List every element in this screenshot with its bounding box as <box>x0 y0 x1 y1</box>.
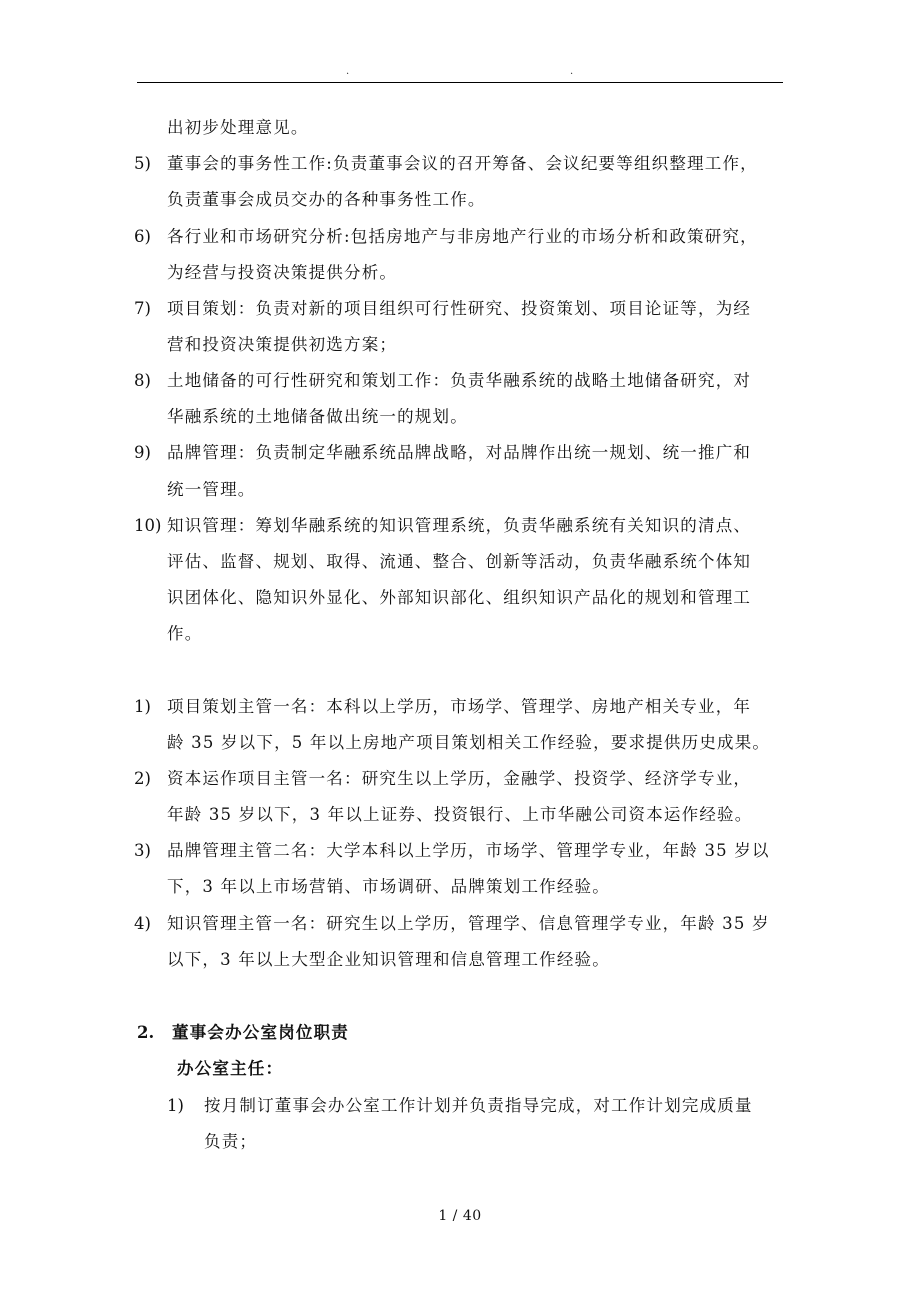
item-line: 统一管理。 <box>167 480 256 499</box>
item-number: 8) <box>134 371 151 390</box>
item-line: 各行业和市场研究分析:包括房地产与非房地产行业的市场分析和政策研究， <box>167 227 758 246</box>
item-line: 负责董事会成员交办的各种事务性工作。 <box>167 190 486 209</box>
item-number: 1) <box>134 697 151 716</box>
item-line: 知识管理主管一名：研究生以上学历，管理学、信息管理学专业，年龄 35 岁 <box>167 914 770 933</box>
item-line: 项目策划主管一名：本科以上学历，市场学、管理学、房地产相关专业，年 <box>167 697 752 716</box>
item-number: 4) <box>134 914 151 933</box>
item-line: 负责； <box>204 1132 258 1151</box>
header-rule <box>137 82 783 83</box>
header-dot-left: . <box>346 66 350 77</box>
item-line: 以下，3 年以上大型企业知识管理和信息管理工作经验。 <box>167 950 610 969</box>
item-number: 10) <box>134 516 162 535</box>
page-number: 1 / 40 <box>438 1208 482 1224</box>
item-line: 龄 35 岁以下，5 年以上房地产项目策划相关工作经验，要求提供历史成果。 <box>167 733 771 752</box>
item-line: 董事会的事务性工作:负责董事会议的召开筹备、会议纪要等组织整理工作， <box>167 154 758 173</box>
item-number: 6) <box>134 227 151 246</box>
item-number: 2) <box>134 769 151 788</box>
item-number: 5) <box>134 154 151 173</box>
item-line: 资本运作项目主管一名：研究生以上学历，金融学、投资学、经济学专业， <box>167 769 752 788</box>
item-line: 营和投资决策提供初选方案； <box>167 335 398 354</box>
section-subtitle: 办公室主任： <box>177 1059 284 1078</box>
item-line: 知识管理：筹划华融系统的知识管理系统，负责华融系统有关知识的清点、 <box>167 516 752 535</box>
item-line: 下，3 年以上市场营销、市场调研、品牌策划工作经验。 <box>167 877 610 896</box>
item-line: 为经营与投资决策提供分析。 <box>167 263 398 282</box>
header-dot-right: . <box>570 66 574 77</box>
item-line: 品牌管理主管二名：大学本科以上学历，市场学、管理学专业，年龄 35 岁以 <box>167 841 770 860</box>
item-line: 作。 <box>167 624 203 643</box>
item-line: 识团体化、隐知识外显化、外部知识部化、组织知识产品化的规划和管理工 <box>167 588 752 607</box>
item-number: 1) <box>167 1096 184 1115</box>
item-line: 评估、监督、规划、取得、流通、整合、创新等活动，负责华融系统个体知 <box>167 552 752 571</box>
item-line: 年龄 35 岁以下，3 年以上证券、投资银行、上市华融公司资本运作经验。 <box>167 805 753 824</box>
item-number: 9) <box>134 443 151 462</box>
item-number: 7) <box>134 299 151 318</box>
item-number: 3) <box>134 841 151 860</box>
item-line: 华融系统的土地储备做出统一的规划。 <box>167 407 468 426</box>
section-title: 董事会办公室岗位职责 <box>172 1023 349 1042</box>
item-line: 项目策划：负责对新的项目组织可行性研究、投资策划、项目论证等，为经 <box>167 299 752 318</box>
list-a-intro-tail: 出初步处理意见。 <box>167 118 309 137</box>
item-line: 品牌管理：负责制定华融系统品牌战略，对品牌作出统一规划、统一推广和 <box>167 443 752 462</box>
item-line: 按月制订董事会办公室工作计划并负责指导完成，对工作计划完成质量 <box>204 1096 753 1115</box>
item-line: 土地储备的可行性研究和策划工作：负责华融系统的战略土地储备研究，对 <box>167 371 752 390</box>
section-number: 2. <box>137 1023 155 1042</box>
